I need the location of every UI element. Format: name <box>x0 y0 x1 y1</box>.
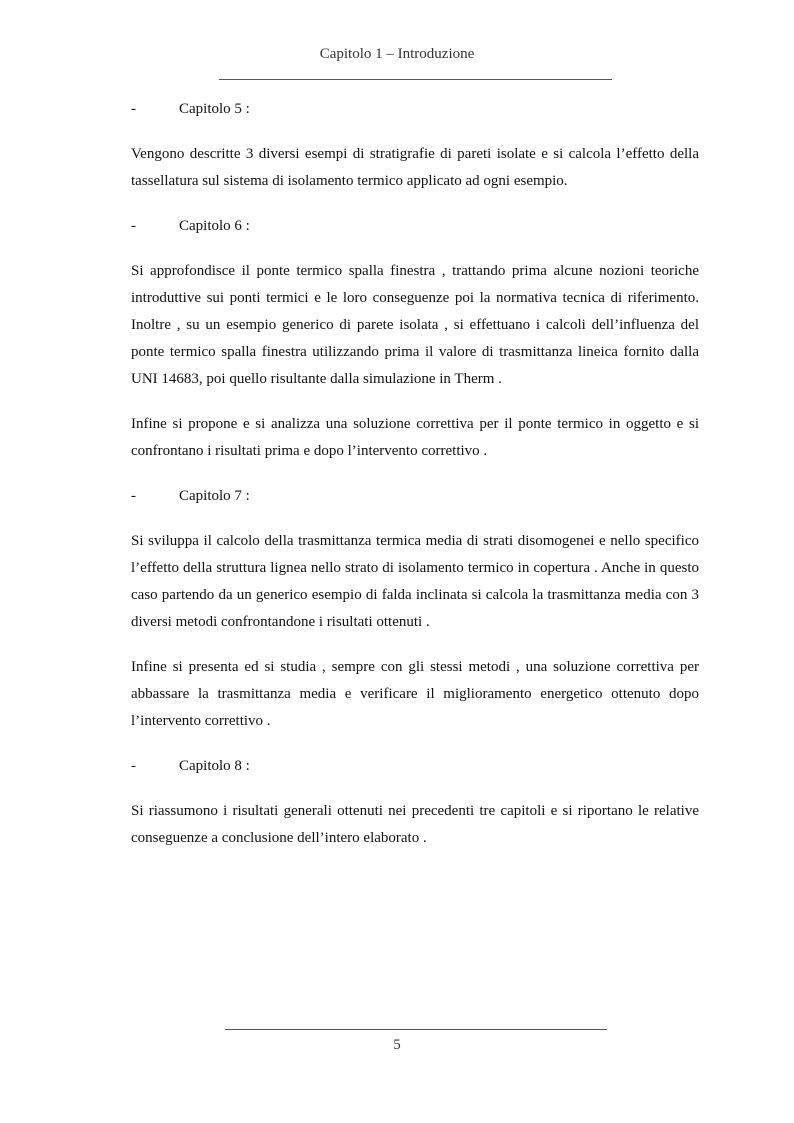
chapter-heading-6 <box>131 213 699 240</box>
page-number: 5 <box>393 1037 401 1053</box>
chapter-heading-5 <box>131 96 699 123</box>
chapter-title: Capitolo 5 : <box>179 101 250 117</box>
list-dash: - <box>131 101 136 117</box>
paragraph: Si riassumono i risultati generali ottenuti nei precedenti tre capitoli e si riportano le relative conseguenze a conclusione dell’intero elaborato . <box>131 803 699 846</box>
chapter-title: Capitolo 7 : <box>179 488 250 504</box>
document-body <box>131 96 699 870</box>
paragraph: Infine si propone e si analizza una soluzione correttiva per il ponte termico in oggetto e si confrontano i risultati prima e dopo l’intervento correttivo . <box>131 416 699 459</box>
list-dash: - <box>131 488 136 504</box>
list-dash: - <box>131 218 136 234</box>
chapter-title: Capitolo 6 : <box>179 218 250 234</box>
paragraph: Si sviluppa il calcolo della trasmittanza termica media di strati disomogenei e nello specifico l’effetto della struttura lignea nello strato di isolamento termico in copertura . Anche in questo caso partendo da un generico esempio di falda inclinata si calcola la trasmittanza media con 3 diversi metodi confrontandone i risultati ottenuti . <box>131 533 699 630</box>
chapter-heading-7 <box>131 483 699 510</box>
chapter-heading-8 <box>131 753 699 780</box>
header-divider <box>219 79 612 80</box>
list-dash: - <box>131 758 136 774</box>
paragraph: Infine si presenta ed si studia , sempre con gli stessi metodi , una soluzione correttiva per abbassare la trasmittanza media e verificare il miglioramento energetico ottenuto dopo l’intervento correttivo . <box>131 659 699 729</box>
paragraph: Vengono descritte 3 diversi esempi di stratigrafie di pareti isolate e si calcola l’effetto della tassellatura sul sistema di isolamento termico applicato ad ogni esempio. <box>131 146 699 189</box>
paragraph: Si approfondisce il ponte termico spalla finestra , trattando prima alcune nozioni teoriche introduttive sui ponti termici e le loro conseguenze poi la normativa tecnica di riferimento. Inoltre , su un esempio generico di parete isolata , si effettuano i calcoli dell’influenza del ponte termico spalla finestra utilizzando prima il valore di trasmittanza lineica fornito dalla UNI 14683, poi quello risultante dalla simulazione in Therm . <box>131 263 699 387</box>
chapter-title: Capitolo 8 : <box>179 758 250 774</box>
page-header: Capitolo 1 – Introduzione <box>319 46 475 62</box>
footer-divider <box>225 1029 607 1030</box>
